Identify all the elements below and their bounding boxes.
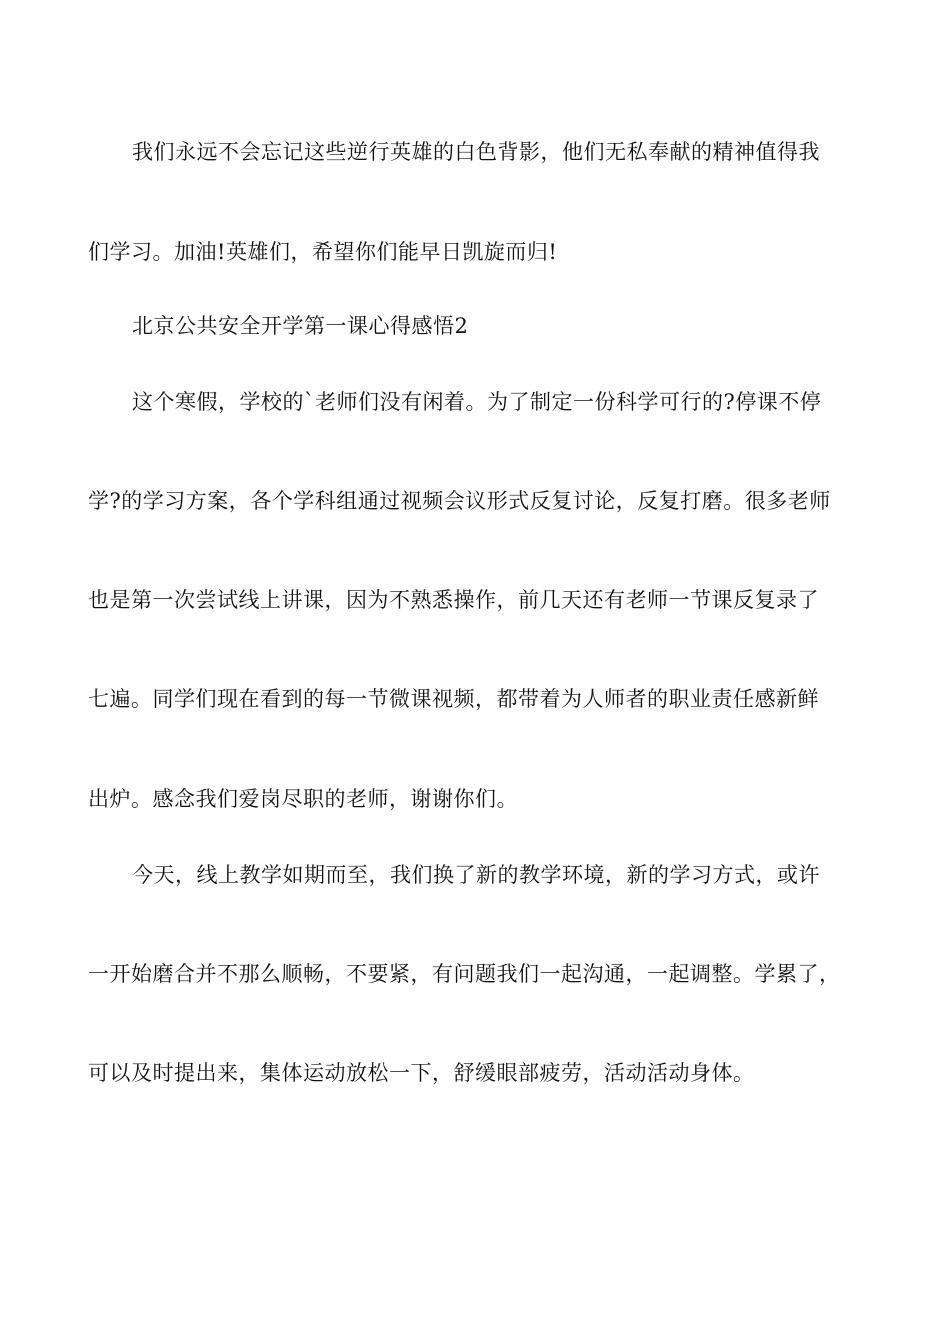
paragraph-2-line-2: 学?的学习方案，各个学科组通过视频会议形式反复讨论，反复打磨。很多老师 <box>88 489 831 513</box>
paragraph-3-line-1: 今天，线上教学如期而至，我们换了新的教学环境，新的学习方式，或许 <box>132 863 820 887</box>
paragraph-2-line-1: 这个寒假，学校的`老师们没有闲着。为了制定一份科学可行的?停课不停 <box>132 390 822 414</box>
paragraph-3-line-3: 可以及时提出来，集体运动放松一下，舒缓眼部疲劳，活动活动身体。 <box>88 1061 755 1085</box>
section-heading: 北京公共安全开学第一课心得感悟2 <box>132 314 469 338</box>
paragraph-2-line-5: 出炉。感念我们爱岗尽职的老师，谢谢你们。 <box>88 787 518 811</box>
paragraph-2-line-3: 也是第一次尝试线上讲课，因为不熟悉操作，前几天还有老师一节课反复录了 <box>88 588 819 612</box>
paragraph-1-line-1: 我们永远不会忘记这些逆行英雄的白色背影，他们无私奉献的精神值得我 <box>132 140 820 164</box>
paragraph-3-line-2: 一开始磨合并不那么顺畅，不要紧，有问题我们一起沟通，一起调整。学累了， <box>88 962 841 986</box>
paragraph-1-line-2: 们学习。加油!英雄们，希望你们能早日凯旋而归! <box>88 240 558 264</box>
paragraph-2-line-4: 七遍。同学们现在看到的每一节微课视频，都带着为人师者的职业责任感新鲜 <box>88 687 819 711</box>
